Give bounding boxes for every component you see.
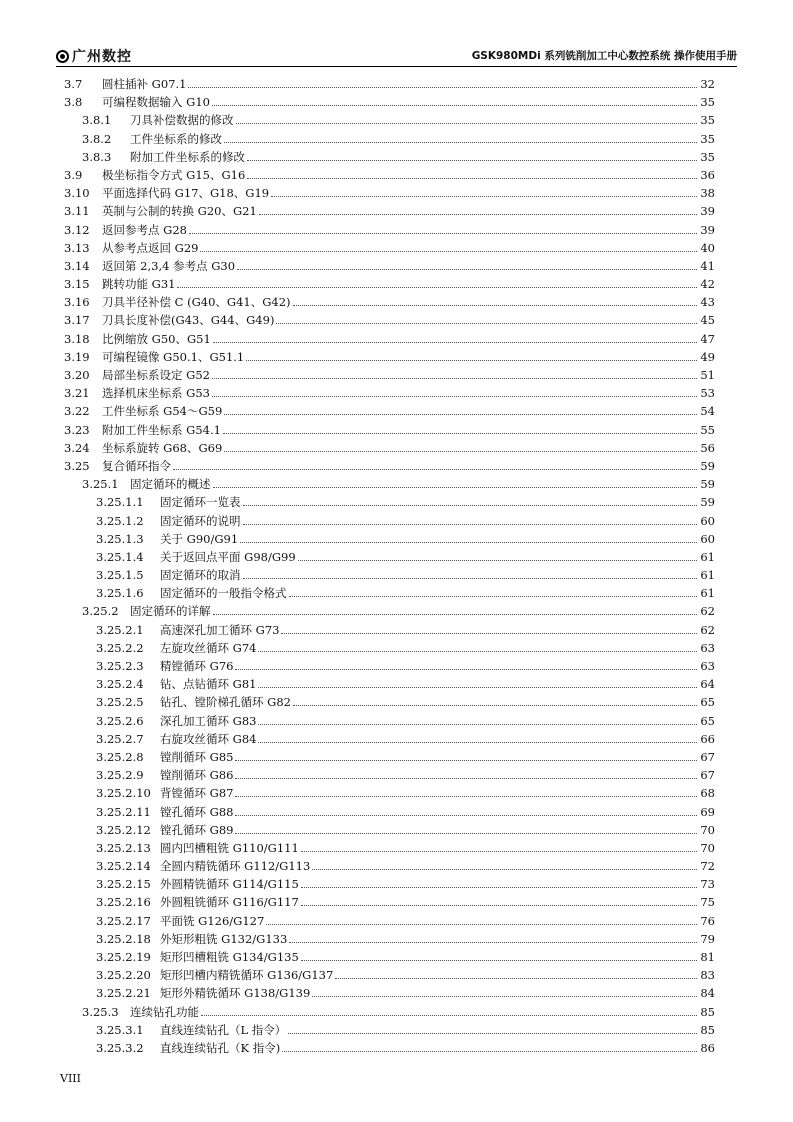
toc-entry-number: 3.25.2.15 (96, 877, 151, 892)
toc-entry-title: 坐标系旋转 G68、G69 (102, 440, 223, 455)
toc-entry-page: 68 (700, 786, 715, 801)
toc-entry[interactable] (64, 422, 715, 440)
toc-entry-page: 81 (700, 950, 715, 964)
toc-leader-dots (173, 469, 697, 470)
toc-entry-title: 镗削循环 G86 (160, 768, 234, 783)
toc-leader-dots (271, 196, 697, 197)
logo-text: 广州数控 (72, 49, 132, 65)
toc-leader-dots (289, 942, 697, 943)
toc-entry-number: 3.25.2.18 (96, 931, 151, 946)
toc-entry-title: 深孔加工循环 G83 (160, 713, 257, 728)
toc-entry-page: 56 (700, 440, 715, 455)
toc-entry[interactable] (64, 312, 715, 330)
toc-entry-title: 返回第 2,3,4 参考点 G30 (102, 258, 236, 273)
toc-leader-dots (213, 614, 698, 615)
toc-leader-dots (246, 360, 697, 361)
toc-entry-number: 3.25 (64, 458, 90, 473)
toc-entry[interactable] (64, 1040, 715, 1058)
toc-leader-dots (247, 178, 697, 179)
toc-entry-page: 79 (700, 931, 715, 946)
toc-entry-title: 连续钻孔功能 (130, 1004, 199, 1019)
toc-entry-title: 精镗循环 G76 (160, 659, 234, 673)
toc-entry-number: 3.10 (64, 186, 90, 201)
toc-entry[interactable] (64, 513, 715, 531)
toc-entry-page: 61 (700, 568, 715, 583)
toc-entry-page: 43 (700, 295, 715, 310)
toc-leader-dots (235, 760, 697, 761)
toc-entry-title: 钻、点钻循环 G81 (160, 677, 257, 692)
toc-entry-number: 3.18 (64, 331, 90, 346)
toc-entry-page: 65 (700, 713, 715, 728)
toc-entry-title: 英制与公制的转换 G20、G21 (102, 204, 257, 219)
toc-entry-number: 3.25.2.7 (96, 731, 144, 746)
manual-title: GSK980MDi 系列铣削加工中心数控系统 操作使用手册 (471, 50, 737, 62)
toc-entry[interactable] (64, 349, 715, 367)
toc-entry-page: 35 (700, 131, 715, 146)
toc-leader-dots (301, 851, 697, 852)
toc-entry-number: 3.8 (64, 95, 83, 110)
toc-leader-dots (224, 142, 697, 143)
toc-leader-dots (224, 451, 697, 452)
toc-entry-page: 62 (700, 604, 715, 619)
toc-leader-dots (243, 505, 698, 506)
toc-entry[interactable] (64, 640, 715, 658)
toc-entry-title: 关于 G90/G91 (160, 531, 239, 546)
toc-entry-title: 刀具长度补偿(G43、G44、G49) (102, 313, 275, 328)
toc-entry-number: 3.7 (64, 77, 83, 91)
toc-entry-title: 固定循环一览表 (160, 495, 241, 510)
toc-leader-dots (281, 633, 697, 634)
toc-entry-title: 关于返回点平面 G98/G99 (160, 549, 296, 564)
toc-entry[interactable] (64, 94, 715, 112)
toc-entry-title: 固定循环的取消 (160, 568, 241, 583)
toc-entry-title: 矩形凹槽粗铣 G134/G135 (160, 950, 299, 964)
toc-leader-dots (276, 323, 697, 324)
toc-entry-page: 35 (700, 95, 715, 110)
toc-entry-title: 复合循环指令 (102, 458, 171, 473)
toc-entry[interactable] (64, 822, 715, 840)
toc-entry-number: 3.25.2.8 (96, 749, 144, 764)
toc-entry-number: 3.25.2.10 (96, 786, 151, 801)
toc-entry-number: 3.25.2.6 (96, 713, 144, 728)
toc-entry-page: 39 (700, 204, 715, 219)
toc-entry[interactable] (64, 785, 715, 803)
toc-entry-title: 极坐标指令方式 G15、G16 (102, 167, 246, 182)
toc-entry[interactable] (64, 567, 715, 585)
toc-leader-dots (335, 978, 697, 979)
toc-entry-title: 高速深孔加工循环 G73 (160, 622, 280, 637)
brand-logo (56, 46, 132, 66)
toc-entry-number: 3.23 (64, 422, 90, 437)
toc-leader-dots (212, 105, 697, 106)
toc-entry-title: 比例缩放 G50、G51 (102, 331, 211, 346)
toc-entry[interactable] (64, 840, 715, 858)
toc-leader-dots (258, 687, 697, 688)
toc-leader-dots (258, 724, 697, 725)
toc-entry-number: 3.25.1.6 (96, 586, 144, 601)
toc-entry-page: 49 (700, 349, 715, 364)
toc-entry-title: 跳转功能 G31 (102, 277, 176, 292)
toc-entry[interactable] (64, 76, 715, 94)
toc-entry[interactable] (64, 240, 715, 258)
toc-entry[interactable] (64, 622, 715, 640)
toc-entry[interactable] (64, 131, 715, 149)
toc-entry[interactable] (64, 385, 715, 403)
toc-entry-number: 3.25.2.11 (96, 804, 151, 819)
toc-entry-title: 全圆内精铣循环 G112/G113 (160, 859, 311, 874)
toc-entry-title: 平面选择代码 G17、G18、G19 (102, 186, 270, 201)
toc-entry-title: 可编程数据输入 G10 (102, 95, 210, 110)
toc-entry-page: 85 (700, 1004, 715, 1019)
toc-entry-page: 40 (700, 240, 715, 255)
toc-entry-title: 右旋攻丝循环 G84 (160, 731, 257, 746)
toc-entry[interactable] (64, 603, 715, 621)
toc-entry-title: 外圆粗铣循环 G116/G117 (160, 895, 299, 910)
toc-leader-dots (258, 742, 697, 743)
toc-entry-title: 左旋攻丝循环 G74 (160, 640, 257, 655)
toc-entry-title: 矩形外精铣循环 G138/G139 (160, 986, 311, 1001)
toc-entry-number: 3.25.1.1 (96, 495, 144, 510)
toc-leader-dots (301, 887, 697, 888)
toc-entry-page: 36 (700, 167, 715, 182)
toc-entry-page: 84 (700, 986, 715, 1001)
toc-entry-page: 32 (700, 77, 715, 91)
toc-entry-number: 3.24 (64, 440, 90, 455)
toc-leader-dots (235, 778, 697, 779)
toc-entry[interactable] (64, 294, 715, 312)
toc-leader-dots (235, 669, 697, 670)
toc-entry-title: 外圆精铣循环 G114/G115 (160, 877, 299, 892)
toc-entry-page: 39 (700, 222, 715, 237)
toc-entry-page: 67 (700, 749, 715, 764)
toc-entry-number: 3.25.2.12 (96, 822, 151, 837)
toc-leader-dots (312, 869, 697, 870)
toc-entry-page: 59 (700, 477, 715, 492)
toc-leader-dots (243, 524, 698, 525)
toc-entry-page: 54 (700, 404, 715, 419)
toc-entry-page: 63 (700, 640, 715, 655)
toc-leader-dots (301, 960, 697, 961)
toc-leader-dots (293, 305, 697, 306)
toc-entry[interactable] (64, 403, 715, 421)
toc-entry[interactable] (64, 949, 715, 967)
toc-entry[interactable] (64, 458, 715, 476)
toc-entry-title: 附加工件坐标系 G54.1 (102, 422, 221, 437)
toc-entry-title: 直线连续钻孔（L 指令） (160, 1022, 287, 1037)
toc-entry-number: 3.11 (64, 204, 90, 219)
toc-entry[interactable] (64, 149, 715, 167)
toc-entry[interactable] (64, 1022, 715, 1040)
toc-leader-dots (200, 251, 697, 252)
toc-entry-number: 3.25.3.1 (96, 1022, 144, 1037)
toc-entry-number: 3.25.1.4 (96, 549, 144, 564)
toc-entry-page: 86 (700, 1040, 715, 1055)
toc-entry[interactable] (64, 985, 715, 1003)
toc-entry-page: 59 (700, 495, 715, 510)
toc-entry-title: 选择机床坐标系 G53 (102, 386, 210, 401)
toc-entry[interactable] (64, 913, 715, 931)
toc-entry-number: 3.25.2.16 (96, 895, 151, 910)
toc-entry-title: 返回参考点 G28 (102, 222, 187, 237)
toc-entry-number: 3.25.2.13 (96, 840, 151, 855)
toc-entry-page: 61 (700, 586, 715, 601)
toc-entry[interactable] (64, 258, 715, 276)
toc-entry-page: 66 (700, 731, 715, 746)
toc-entry-title: 工件坐标系 G54～G59 (102, 404, 223, 419)
toc-leader-dots (301, 905, 697, 906)
toc-entry-number: 3.19 (64, 349, 90, 364)
toc-entry[interactable] (64, 476, 715, 494)
toc-entry-number: 3.25.2.3 (96, 659, 144, 673)
toc-entry[interactable] (64, 531, 715, 549)
toc-entry-page: 51 (700, 368, 715, 382)
toc-entry-number: 3.14 (64, 258, 90, 273)
toc-entry-title: 局部坐标系设定 G52 (102, 368, 210, 382)
toc-entry-number: 3.25.1 (82, 477, 119, 492)
toc-entry-page: 65 (700, 695, 715, 710)
toc-entry-page: 60 (700, 531, 715, 546)
toc-entry-number: 3.25.2.5 (96, 695, 144, 710)
toc-leader-dots (213, 342, 697, 343)
toc-entry[interactable] (64, 167, 715, 185)
toc-entry[interactable] (64, 713, 715, 731)
toc-entry-number: 3.25.2.17 (96, 913, 151, 928)
toc-leader-dots (289, 596, 698, 597)
toc-entry-title: 刀具补偿数据的修改 (130, 113, 234, 128)
toc-entry-title: 平面铣 G126/G127 (160, 913, 265, 928)
toc-entry[interactable] (64, 876, 715, 894)
toc-entry[interactable] (64, 931, 715, 949)
toc-entry-title: 直线连续钻孔（K 指令) (160, 1040, 281, 1055)
toc-entry-number: 3.20 (64, 368, 90, 382)
toc-entry-title: 工件坐标系的修改 (130, 131, 222, 146)
toc-entry-title: 镗削循环 G85 (160, 749, 234, 764)
toc-entry-page: 75 (700, 895, 715, 910)
toc-leader-dots (237, 269, 697, 270)
toc-entry-title: 刀具半径补偿 C (G40、G41、G42) (102, 295, 291, 310)
toc-entry-page: 76 (700, 913, 715, 928)
toc-entry-title: 固定循环的概述 (130, 477, 211, 492)
toc-entry[interactable] (64, 767, 715, 785)
toc-entry-title: 钻孔、镗阶梯孔循环 G82 (160, 695, 291, 710)
toc-entry[interactable] (64, 1004, 715, 1022)
toc-entry[interactable] (64, 549, 715, 567)
toc-entry-title: 固定循环的详解 (130, 604, 211, 619)
toc-entry-number: 3.25.1.5 (96, 568, 144, 583)
toc-entry-title: 镗孔循环 G89 (160, 822, 234, 837)
toc-entry-title: 背镗循环 G87 (160, 786, 234, 801)
toc-entry-number: 3.25.2.1 (96, 622, 144, 637)
toc-leader-dots (177, 287, 697, 288)
toc-entry[interactable] (64, 367, 715, 385)
toc-leader-dots (247, 160, 697, 161)
toc-entry-page: 72 (700, 859, 715, 874)
toc-entry[interactable] (64, 331, 715, 349)
toc-leader-dots (235, 815, 697, 816)
toc-entry-number: 3.25.2.2 (96, 640, 144, 655)
toc-leader-dots (298, 560, 697, 561)
toc-entry[interactable] (64, 676, 715, 694)
toc-entry[interactable] (64, 203, 715, 221)
toc-entry-page: 38 (700, 186, 715, 201)
toc-leader-dots (213, 487, 698, 488)
toc-entry-page: 53 (700, 386, 715, 401)
toc-leader-dots (312, 996, 697, 997)
toc-entry-title: 圆内凹槽粗铣 G110/G111 (160, 840, 299, 855)
toc-entry-number: 3.8.2 (82, 131, 112, 146)
toc-entry[interactable] (64, 222, 715, 240)
toc-entry-page: 85 (700, 1022, 715, 1037)
toc-entry[interactable] (64, 494, 715, 512)
toc-leader-dots (266, 924, 697, 925)
toc-entry-page: 61 (700, 549, 715, 564)
toc-entry[interactable] (64, 276, 715, 294)
table-of-contents (64, 76, 715, 1058)
toc-leader-dots (212, 378, 697, 379)
toc-entry-page: 35 (700, 149, 715, 164)
toc-entry-number: 3.8.1 (82, 113, 112, 128)
toc-entry-number: 3.22 (64, 404, 90, 419)
toc-entry-number: 3.17 (64, 313, 90, 328)
toc-entry[interactable] (64, 185, 715, 203)
toc-leader-dots (288, 1033, 697, 1034)
toc-entry-page: 55 (700, 422, 715, 437)
toc-leader-dots (258, 651, 697, 652)
toc-entry-title: 圆柱插补 G07.1 (102, 77, 187, 91)
toc-entry-page: 69 (700, 804, 715, 819)
toc-entry[interactable] (64, 967, 715, 985)
toc-entry-page: 64 (700, 677, 715, 692)
toc-entry-number: 3.12 (64, 222, 90, 237)
toc-entry[interactable] (64, 749, 715, 767)
logo-icon (56, 50, 69, 63)
toc-entry-page: 63 (700, 659, 715, 673)
toc-entry-number: 3.25.1.2 (96, 513, 144, 528)
toc-leader-dots (293, 705, 697, 706)
toc-leader-dots (235, 833, 697, 834)
toc-entry-page: 42 (700, 277, 715, 292)
toc-entry[interactable] (64, 804, 715, 822)
toc-leader-dots (224, 414, 697, 415)
toc-leader-dots (201, 1015, 697, 1016)
toc-entry-title: 固定循环的说明 (160, 513, 241, 528)
toc-entry-page: 73 (700, 877, 715, 892)
toc-entry-title: 镗孔循环 G88 (160, 804, 234, 819)
toc-entry-number: 3.25.3.2 (96, 1040, 144, 1055)
toc-entry[interactable] (64, 858, 715, 876)
toc-leader-dots (189, 233, 697, 234)
toc-entry-number: 3.9 (64, 167, 83, 182)
toc-leader-dots (212, 396, 697, 397)
toc-entry-page: 70 (700, 840, 715, 855)
toc-entry-title: 外矩形粗铣 G132/G133 (160, 931, 288, 946)
toc-entry-page: 41 (700, 258, 715, 273)
toc-leader-dots (235, 796, 697, 797)
toc-entry-title: 矩形凹槽内精铣循环 G136/G137 (160, 968, 334, 983)
toc-entry-page: 70 (700, 822, 715, 837)
toc-leader-dots (243, 578, 698, 579)
toc-entry-number: 3.25.1.3 (96, 531, 144, 546)
toc-entry-title: 固定循环的一般指令格式 (160, 586, 287, 601)
toc-entry-number: 3.25.2 (82, 604, 119, 619)
toc-entry-number: 3.13 (64, 240, 90, 255)
toc-entry[interactable] (64, 731, 715, 749)
toc-entry-page: 59 (700, 458, 715, 473)
toc-entry[interactable] (64, 585, 715, 603)
toc-entry-page: 83 (700, 968, 715, 983)
toc-leader-dots (282, 1051, 697, 1052)
toc-entry-number: 3.25.2.20 (96, 968, 151, 983)
toc-entry-number: 3.21 (64, 386, 90, 401)
toc-leader-dots (240, 542, 697, 543)
toc-entry-number: 3.25.2.9 (96, 768, 144, 783)
toc-entry-page: 45 (700, 313, 715, 328)
toc-entry-number: 3.25.2.14 (96, 859, 151, 874)
toc-entry-page: 60 (700, 513, 715, 528)
toc-entry-page: 62 (700, 622, 715, 637)
toc-entry-page: 67 (700, 768, 715, 783)
toc-entry[interactable] (64, 894, 715, 912)
toc-entry[interactable] (64, 112, 715, 130)
toc-entry[interactable] (64, 694, 715, 712)
toc-entry-page: 47 (700, 331, 715, 346)
toc-entry-number: 3.8.3 (82, 149, 112, 164)
toc-entry-title: 从参考点返回 G29 (102, 240, 199, 255)
toc-entry-title: 附加工件坐标系的修改 (130, 149, 245, 164)
toc-entry-number: 3.25.2.19 (96, 950, 151, 964)
toc-entry-number: 3.25.2.4 (96, 677, 144, 692)
toc-entry-title: 可编程镜像 G50.1、G51.1 (102, 349, 245, 364)
toc-entry[interactable] (64, 658, 715, 676)
toc-entry-number: 3.16 (64, 295, 90, 310)
toc-leader-dots (188, 87, 697, 88)
page-header (56, 44, 737, 67)
toc-entry-number: 3.15 (64, 277, 90, 292)
toc-leader-dots (223, 433, 697, 434)
toc-leader-dots (259, 214, 697, 215)
toc-entry-number: 3.25.2.21 (96, 986, 151, 1001)
toc-entry-page: 35 (700, 113, 715, 128)
page-number: VIII (60, 1072, 81, 1085)
toc-entry[interactable] (64, 440, 715, 458)
toc-entry-number: 3.25.3 (82, 1004, 119, 1019)
toc-leader-dots (236, 123, 698, 124)
